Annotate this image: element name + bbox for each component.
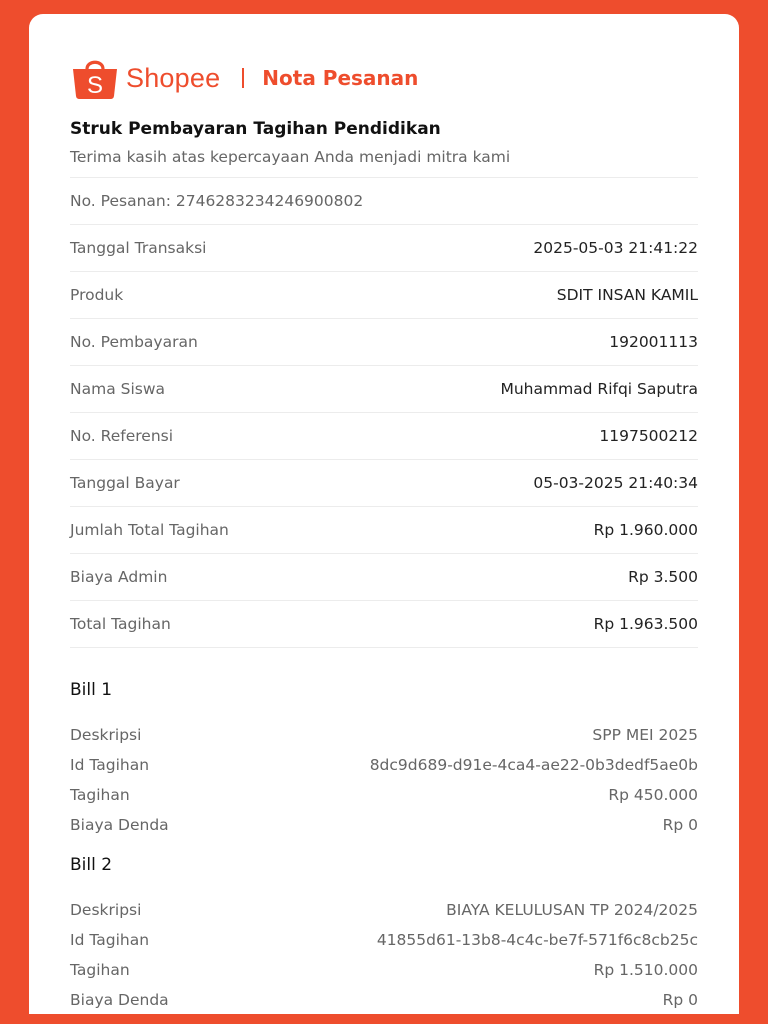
detail-row: [70, 601, 698, 648]
bill-row: [70, 895, 698, 925]
bill-row: [70, 985, 698, 1014]
detail-row: [70, 460, 698, 507]
detail-row: [70, 554, 698, 601]
bill-label: Tagihan: [70, 786, 130, 804]
detail-row: [70, 272, 698, 319]
detail-label: Jumlah Total Tagihan: [70, 521, 229, 539]
bill-value: Rp 1.510.000: [593, 961, 698, 979]
bill-label: Deskripsi: [70, 901, 142, 919]
detail-row: [70, 319, 698, 366]
bill-value: BIAYA KELULUSAN TP 2024/2025: [446, 901, 698, 919]
detail-label: Total Tagihan: [70, 615, 171, 633]
receipt-header: [70, 54, 418, 102]
detail-label: Produk: [70, 286, 124, 304]
detail-label: Nama Siswa: [70, 380, 166, 398]
bill-label: Biaya Denda: [70, 816, 169, 834]
detail-row: [70, 507, 698, 554]
detail-value: 05-03-2025 21:40:34: [533, 474, 698, 492]
bill-row: [70, 780, 698, 810]
detail-label: Tanggal Transaksi: [70, 239, 207, 257]
bill-2-title: Bill 2: [70, 855, 113, 875]
order-number: No. Pesanan: 2746283234246900802: [70, 192, 364, 210]
receipt-rows: [70, 177, 698, 648]
detail-row: [70, 366, 698, 413]
detail-row: [70, 413, 698, 460]
detail-row: [70, 225, 698, 272]
detail-value: SDIT INSAN KAMIL: [556, 286, 698, 304]
detail-value: Rp 1.960.000: [593, 521, 698, 539]
bill-row: [70, 750, 698, 780]
bill-label: Biaya Denda: [70, 991, 169, 1009]
bill-value: 8dc9d689-d91e-4ca4-ae22-0b3dedf5ae0b: [369, 756, 698, 774]
bill-row: [70, 925, 698, 955]
order-number-row: [70, 178, 698, 225]
bill-label: Id Tagihan: [70, 931, 150, 949]
nota-pesanan-label: Nota Pesanan: [262, 66, 419, 90]
bill-1-title: Bill 1: [70, 680, 113, 700]
bill-value: SPP MEI 2025: [592, 726, 698, 744]
detail-value: 1197500212: [599, 427, 698, 445]
detail-label: No. Referensi: [70, 427, 174, 445]
detail-value: 192001113: [609, 333, 698, 351]
svg-text:S: S: [86, 72, 104, 99]
bill-row: [70, 720, 698, 750]
bill-row: [70, 955, 698, 985]
brand-name: Shopee: [126, 62, 221, 93]
detail-value: 2025-05-03 21:41:22: [533, 239, 698, 257]
bill-label: Tagihan: [70, 961, 130, 979]
bill-2-details: [70, 895, 698, 1014]
bill-value: 41855d61-13b8-4c4c-be7f-571f6c8cb25c: [376, 931, 698, 949]
bill-value: Rp 450.000: [608, 786, 698, 804]
bill-label: Deskripsi: [70, 726, 142, 744]
bill-label: Id Tagihan: [70, 756, 150, 774]
bill-value: Rp 0: [662, 991, 698, 1009]
receipt-title: Struk Pembayaran Tagihan Pendidikan: [70, 119, 441, 139]
detail-value: Muhammad Rifqi Saputra: [500, 380, 698, 398]
detail-value: Rp 3.500: [628, 568, 698, 586]
detail-value: Rp 1.963.500: [593, 615, 698, 633]
bill-value: Rp 0: [662, 816, 698, 834]
receipt-subtitle: Terima kasih atas kepercayaan Anda menjadi mitra kami: [70, 148, 511, 166]
shopee-bag-icon: [70, 56, 120, 100]
bill-row: [70, 810, 698, 840]
header-divider: [242, 68, 244, 88]
detail-label: No. Pembayaran: [70, 333, 198, 351]
detail-label: Tanggal Bayar: [70, 474, 180, 492]
receipt-card: [29, 14, 739, 1014]
bill-1-details: [70, 720, 698, 840]
detail-label: Biaya Admin: [70, 568, 168, 586]
